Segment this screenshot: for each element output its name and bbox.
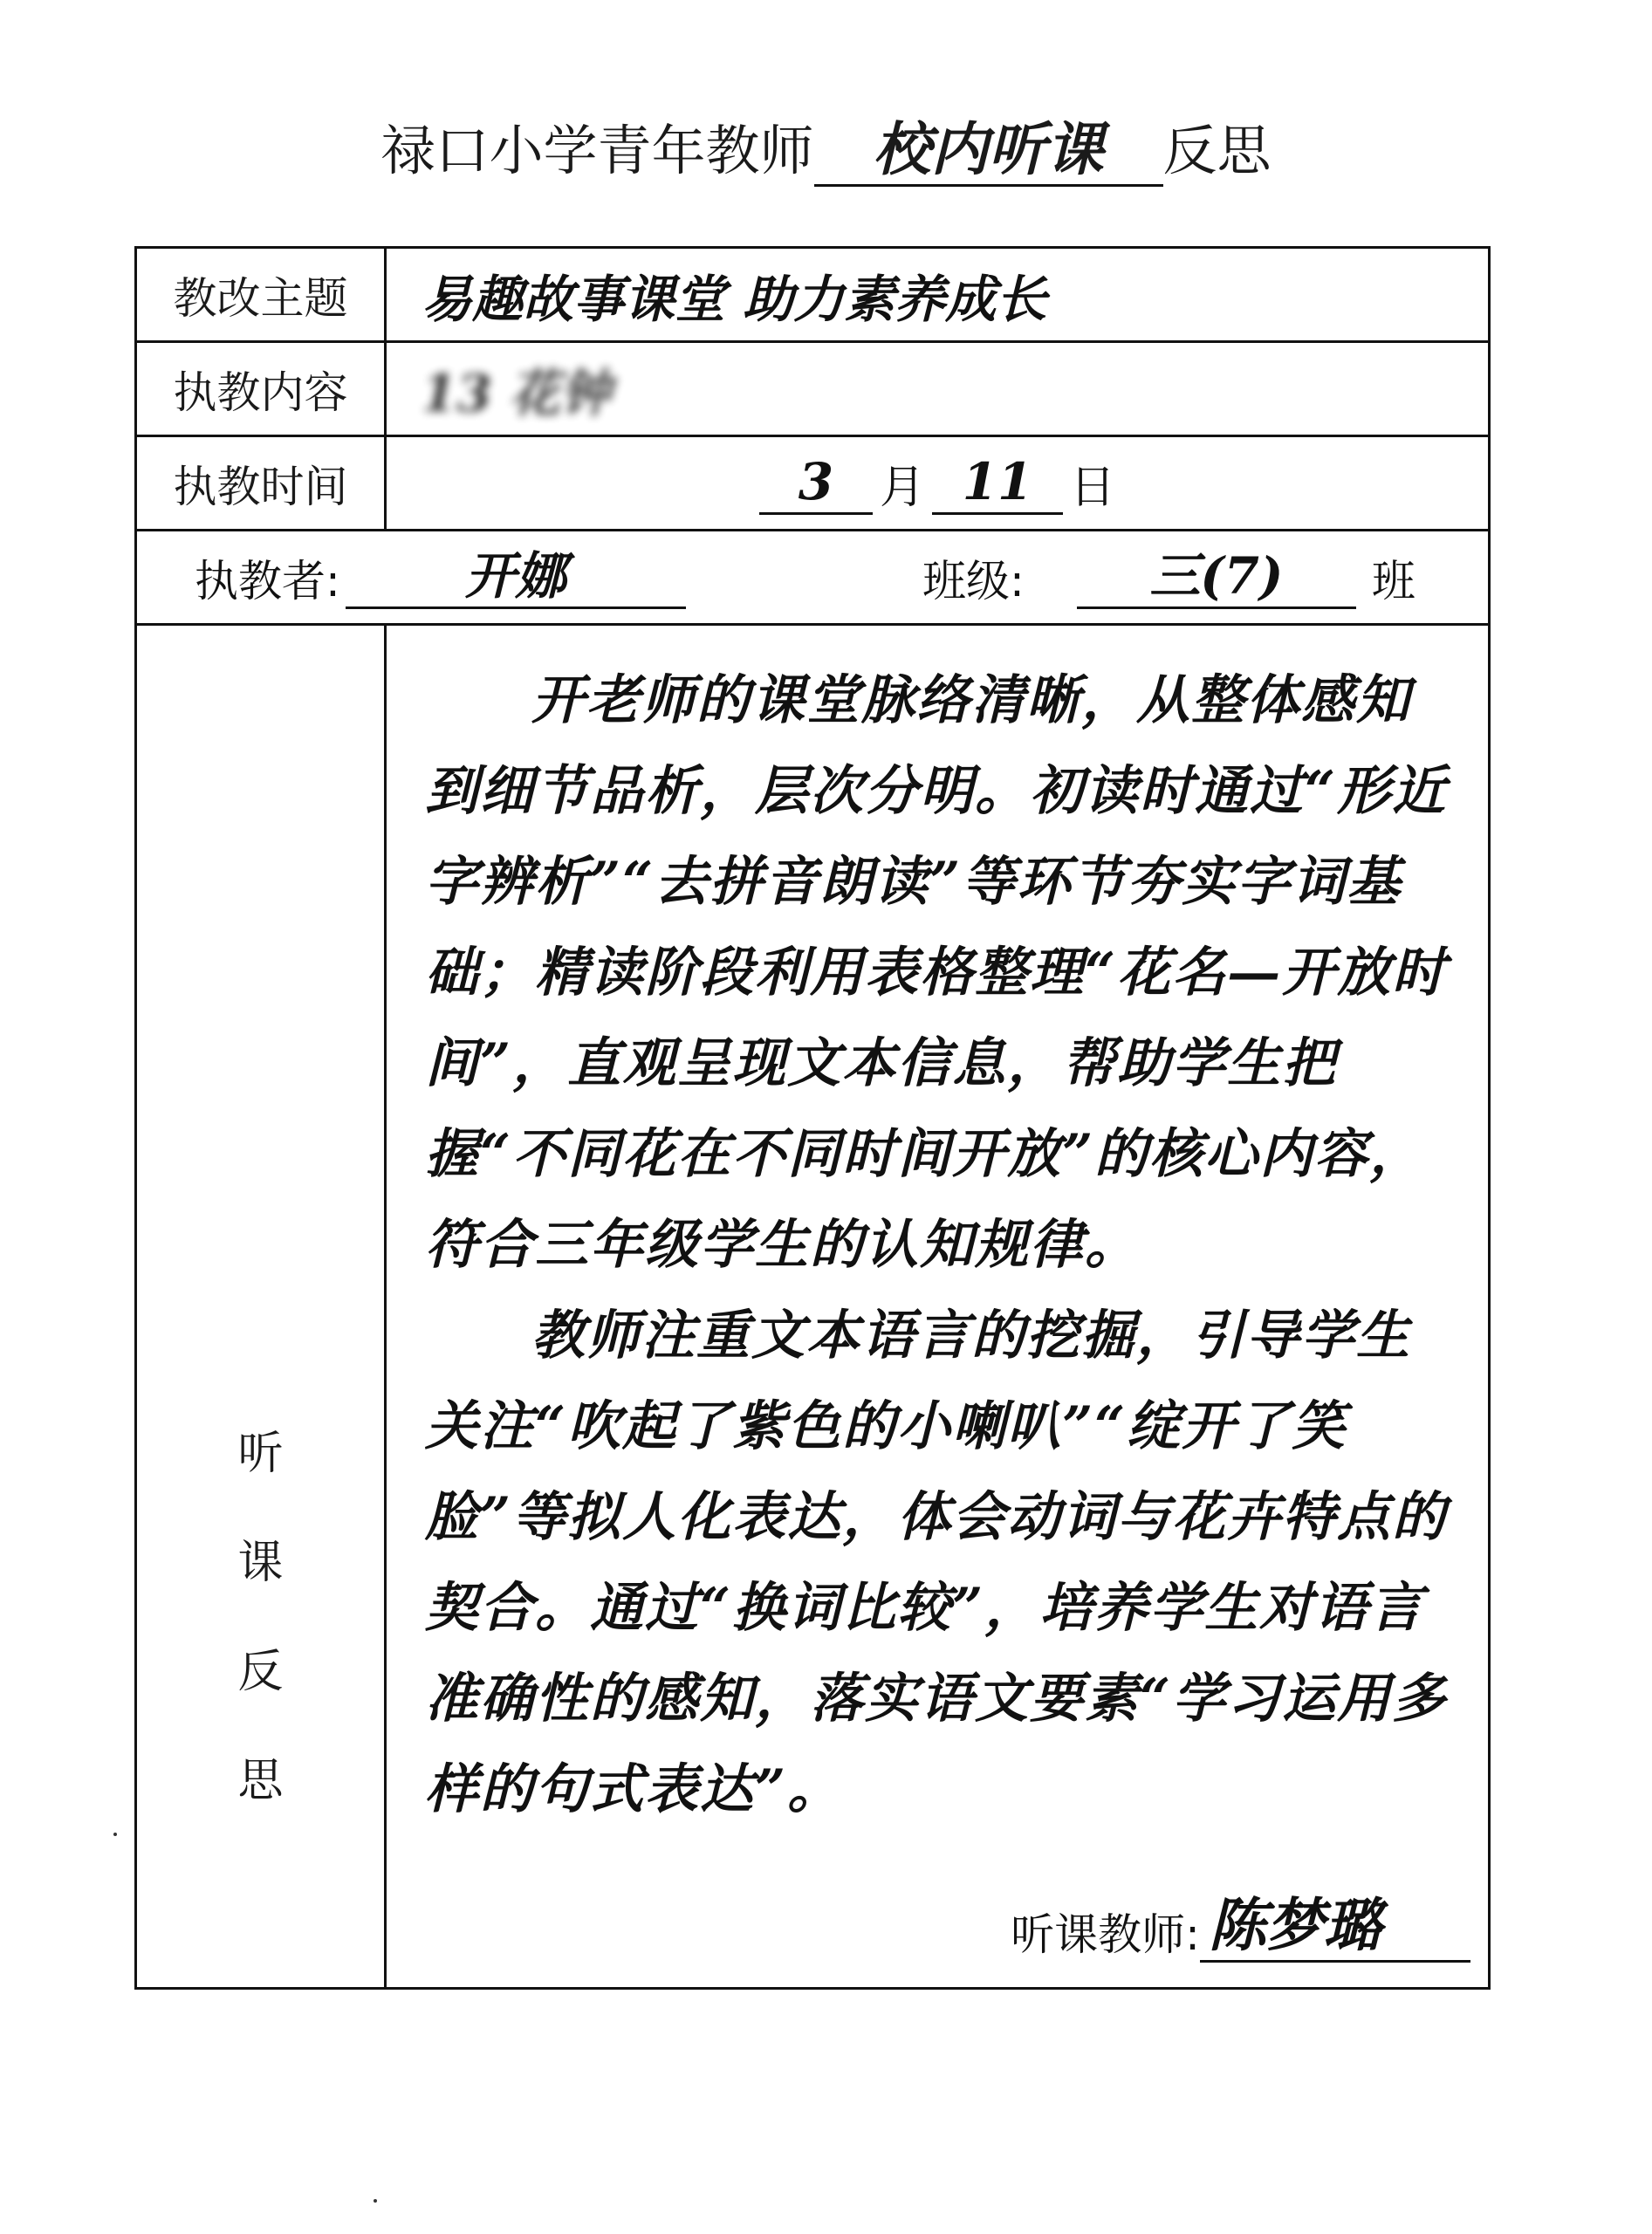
class-label: 班级: (922, 555, 1025, 606)
teacher-label: 执教者: (195, 555, 340, 606)
title-prefix: 禄口小学青年教师 (380, 119, 814, 182)
reflection-vertical-label (137, 1416, 384, 1809)
class-suffix: 班 (1371, 555, 1416, 606)
observer-signature (1011, 1890, 1470, 1963)
class-field (922, 531, 1416, 623)
scan-speck (113, 1833, 117, 1836)
month-label: 月 (879, 462, 925, 514)
theme-label: 教改主题 (137, 249, 387, 340)
date-cell (387, 437, 1488, 529)
title-suffix: 反思 (1162, 119, 1272, 182)
time-label: 执教时间 (137, 437, 387, 529)
title-fill-handwritten: 校内听课 (814, 114, 1163, 187)
row-theme (137, 249, 1488, 343)
reflection-label-cell (137, 626, 387, 1987)
reflection-form (134, 246, 1491, 1990)
reflection-label-char: 听 (237, 1428, 284, 1480)
teacher-value: 开娜 (346, 545, 686, 609)
content-value: 13 花钟 (422, 363, 611, 423)
document-title (0, 112, 1652, 190)
row-time (137, 437, 1488, 531)
reflection-label-char: 思 (237, 1755, 284, 1807)
month-value: 3 (759, 451, 873, 515)
row-content (137, 343, 1488, 437)
row-teacher (137, 531, 1488, 626)
day-label: 日 (1070, 462, 1116, 514)
theme-value: 易趣故事课堂 助力素养成长 (422, 269, 1047, 329)
class-value: 三(7) (1077, 545, 1356, 609)
row-reflection (137, 626, 1488, 1987)
reflection-paragraph: 教师注重文本语言的挖掘，引导学生关注“吹起了紫色的小喇叭”“绽开了笑脸”等拟人化表达，体会动词与花卉特点的契合。通过“换词比较”，培养学生对语言准确性的感知，落实语文要素“学习运用多样的句式表达”。 (425, 1305, 1448, 1820)
reflection-text (425, 655, 1462, 1835)
scan-speck (374, 2199, 377, 2203)
reflection-label-char: 反 (237, 1646, 284, 1698)
content-label: 执教内容 (137, 343, 387, 435)
content-value-cell (387, 343, 1488, 435)
observer-label: 听课教师: (1011, 1909, 1200, 1960)
observer-name: 陈梦璐 (1200, 1890, 1470, 1963)
teacher-field (195, 531, 686, 623)
day-value: 11 (932, 451, 1063, 515)
reflection-label-char: 课 (237, 1537, 284, 1589)
reflection-paragraph: 开老师的课堂脉络清晰，从整体感知到细节品析，层次分明。初读时通过“形近字辨析”“去拼音朗读”等环节夯实字词基础；精读阶段利用表格整理“花名—开放时间”，直观呈现文本信息，帮助学生把握“不同花在不同时间开放”的核心内容，符合三年级学生的认知规律。 (425, 669, 1448, 1276)
